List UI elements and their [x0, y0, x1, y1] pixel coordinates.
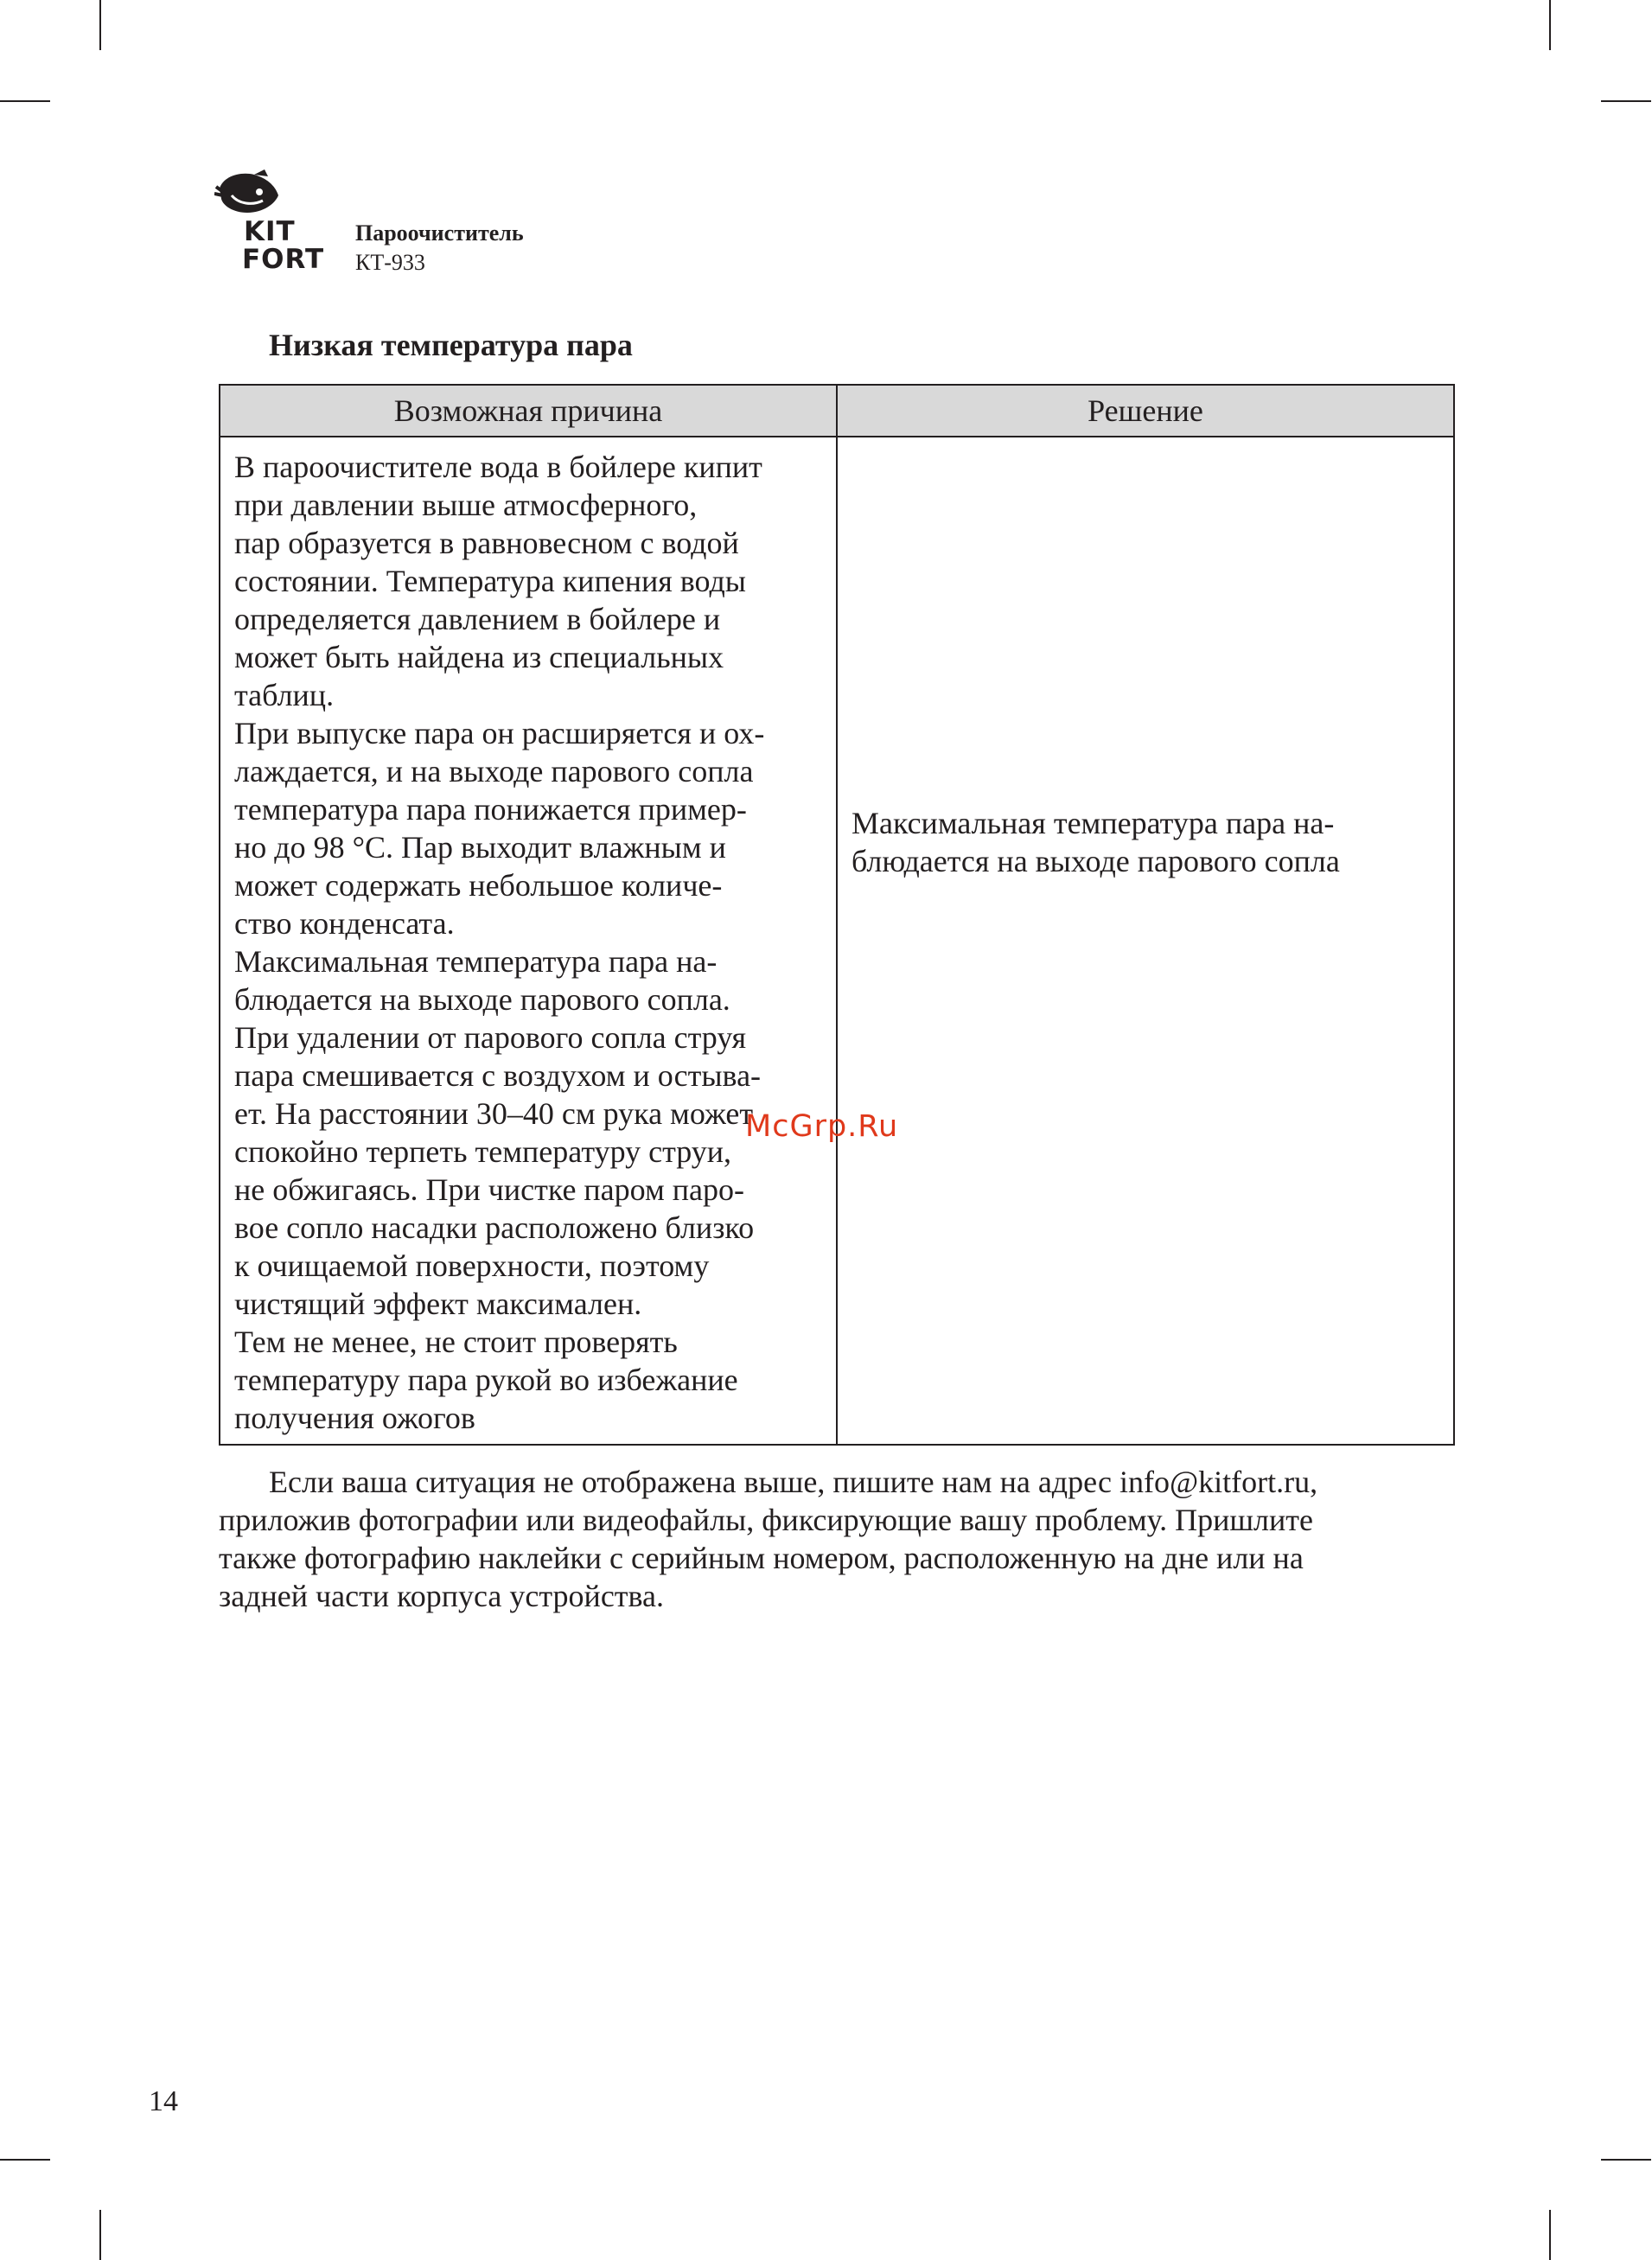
cause-cell — [220, 437, 837, 1445]
solution-line: блюдается на выходе парового сопла — [852, 844, 1340, 878]
contact-paragraph — [219, 1463, 1455, 1615]
cause-line: При удалении от парового сопла струя — [234, 1020, 746, 1055]
cause-line: может быть найдена из специальных — [234, 640, 724, 674]
whale-plug-icon — [214, 169, 284, 218]
cause-line: состоянии. Температура кипения воды — [234, 564, 746, 598]
cause-line: пар образуется в равновесном с водой — [234, 526, 739, 560]
section-title: Низкая температура пара — [269, 328, 633, 362]
cause-line: При выпуске пара он расширяется и ох- — [234, 716, 765, 750]
cause-line: Максимальная температура пара на- — [234, 944, 718, 979]
cause-line: температуру пара рукой во избежание — [234, 1363, 738, 1397]
troubleshooting-table — [219, 384, 1455, 1446]
logo-text-kit: KIT — [244, 216, 296, 247]
crop-mark — [1549, 2210, 1551, 2260]
cause-line: может содержать небольшое количе- — [234, 868, 723, 903]
contact-line: приложив фотографии или видеофайлы, фиксирующие вашу проблему. Пришлите — [219, 1503, 1313, 1537]
crop-mark — [99, 0, 101, 50]
crop-mark — [1601, 2159, 1651, 2161]
cause-line: блюдается на выходе парового сопла. — [234, 982, 730, 1017]
solution-cell — [837, 437, 1454, 1445]
cause-line: спокойно терпеть температуру струи, — [234, 1134, 732, 1169]
header-cause: Возможная причина — [220, 385, 837, 437]
crop-mark — [1549, 0, 1551, 50]
product-name: Пароочиститель — [355, 220, 524, 246]
cause-line: ство конденсата. — [234, 906, 455, 941]
crop-mark — [0, 2159, 50, 2161]
contact-line: задней части корпуса устройства. — [219, 1579, 665, 1613]
document-header — [355, 219, 524, 278]
cause-line: к очищаемой поверхности, поэтому — [234, 1248, 710, 1283]
watermark: McGrp.Ru — [745, 1109, 899, 1144]
cause-line: пара смешивается с воздухом и остыва- — [234, 1058, 762, 1093]
table-header-row — [220, 385, 1454, 437]
cause-line: лаждается, и на выходе парового сопла — [234, 754, 754, 788]
cause-line: температура пара понижается пример- — [234, 792, 747, 827]
cause-line: при давлении выше атмосферного, — [234, 488, 698, 522]
cause-line: таблиц. — [234, 678, 335, 712]
kitfort-logo — [214, 169, 327, 273]
cause-line: вое сопло насадки расположено близко — [234, 1210, 755, 1245]
solution-line: Максимальная температура пара на- — [852, 806, 1335, 840]
model-number: КТ-933 — [355, 250, 425, 275]
cause-line: не обжигаясь. При чистке паром паро- — [234, 1172, 744, 1207]
contact-line: также фотографию наклейки с серийным номером, расположенную на дне или на — [219, 1541, 1304, 1575]
cause-line: чистящий эффект максимален. — [234, 1286, 642, 1321]
cause-line: ет. На расстоянии 30–40 см рука может — [234, 1096, 754, 1131]
crop-mark — [1601, 100, 1651, 102]
crop-mark — [0, 100, 50, 102]
cause-line: получения ожогов — [234, 1401, 475, 1435]
crop-mark — [99, 2210, 101, 2260]
page-number: 14 — [149, 2085, 178, 2117]
header-solution: Решение — [837, 385, 1454, 437]
cause-line: В пароочистителе вода в бойлере кипит — [234, 450, 762, 484]
contact-line: Если ваша ситуация не отображена выше, пишите нам на адрес info@kitfort.ru, — [269, 1465, 1318, 1499]
cause-line: но до 98 °С. Пар выходит влажным и — [234, 830, 726, 865]
logo-text-fort: FORT — [242, 244, 325, 275]
table-row — [220, 437, 1454, 1445]
cause-line: Тем не менее, не стоит проверять — [234, 1325, 678, 1359]
cause-line: определяется давлением в бойлере и — [234, 602, 721, 636]
